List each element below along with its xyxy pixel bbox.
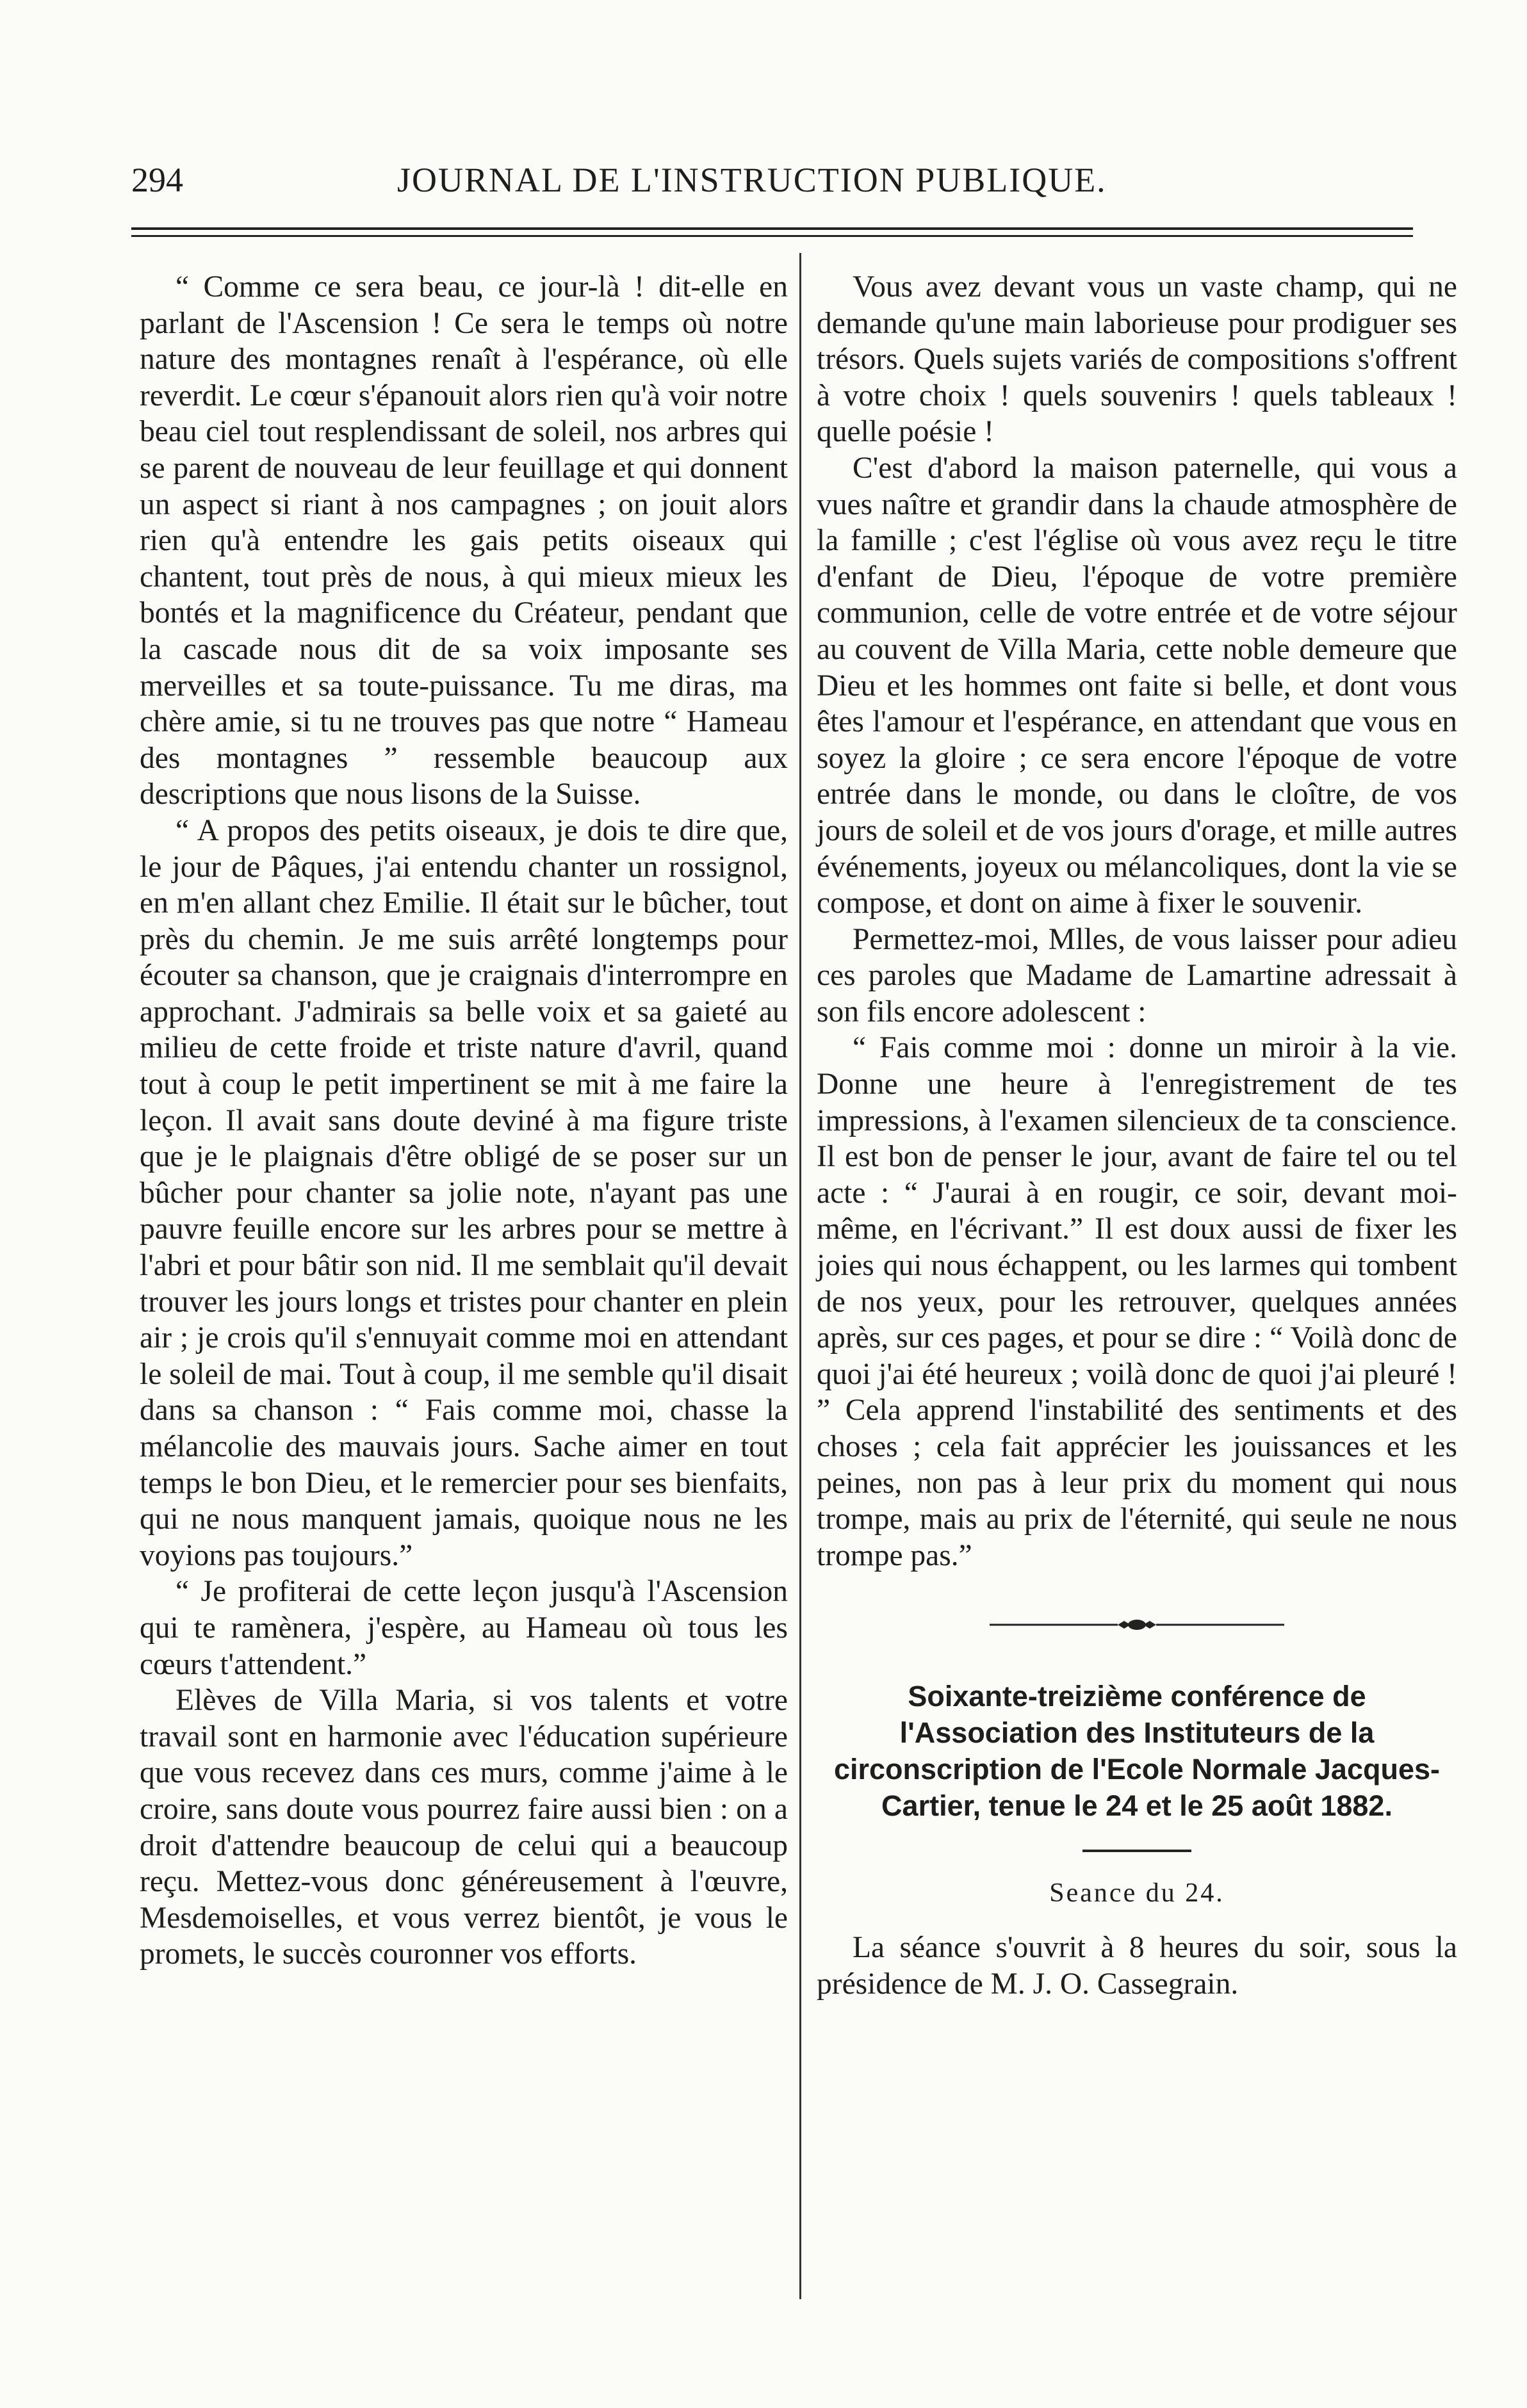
paragraph: C'est d'abord la maison paternelle, qui vous a vues naître et grandir dans la chaude atmosphère de la famille ; c'est l'église où vous avez reçu le titre d'enfant de Dieu, l'époque de votre première communion, celle de votre entrée et de votre séjour au couvent de Villa Maria, cette noble demeure que Dieu et les hommes ont faite si belle, et dont vous êtes l'amour et l'espérance, en attendant que vous en soyez la gloire ; ce sera encore l'époque de votre entrée dans le monde, ou dans le cloître, de vos jours de soleil et de vos jours d'orage, et mille autres événements, joyeux ou mélancoliques, dont la vie se compose, et dont on aime à fixer le souvenir. [817, 451, 1457, 920]
column-divider [799, 253, 801, 2299]
header-rule-thin [131, 235, 1413, 237]
paragraph: Vous avez devant vous un vaste champ, qui ne demande qu'une main laborieuse pour prodiguer ses trésors. Quels sujets variés de compositions s'offrent à votre choix ! quels souvenirs ! quels tableaux ! quelle poésie ! [817, 270, 1457, 449]
header-rule [131, 227, 1413, 230]
paragraph: “ Fais comme moi : donne un miroir à la vie. Donne une heure à l'enregistrement de tes impressions, à l'examen silencieux de ta conscience. Il est bon de penser le jour, avant de faire tel ou tel acte : “ J'aurai à en rougir, ce soir, devant moi-même, en l'écrivant.” Il est doux aussi de fixer les joies qui nous échappent, ou les larmes qui tombent de nos yeux, pour les retrouver, quelques années après, sur ces pages, et pour se dire : “ Voilà donc de quoi j'ai été heureux ; voilà donc de quoi j'ai pleuré ! ” Cela apprend l'instabilité des sentiments et des choses ; cela fait apprécier les jouissances et les peines, non pas à leur prix du moment qui nous trompe, mais au prix de l'éternité, qui seule ne nous trompe pas.” [817, 1031, 1457, 1572]
ornament-divider [817, 1612, 1457, 1642]
section-title: Soixante-treizième conférence de l'Association des Instituteurs de la circonscription de l'Ecole Normale Jacques-Cartier, tenue le 24 et le 25 août 1882. [833, 1680, 1440, 1823]
right-column [817, 269, 1457, 2002]
paragraph: “ Je profiterai de cette leçon jusqu'à l'Ascension qui te ramènera, j'espère, au Hameau où tous les cœurs t'attendent.” [140, 1575, 788, 1681]
left-column [140, 269, 788, 1973]
paragraph: Permettez-moi, Mlles, de vous laisser pour adieu ces paroles que Madame de Lamartine adressait à son fils encore adolescent : [817, 922, 1457, 1029]
paragraph: “ Comme ce sera beau, ce jour-là ! dit-elle en parlant de l'Ascension ! Ce sera le temps où notre nature des montagnes renaît à l'espérance, où elle reverdit. Le cœur s'épanouit alors rien qu'à voir notre beau ciel tout resplendissant de soleil, nos arbres qui se parent de nouveau de leur feuillage et qui donnent un aspect si riant à nos campagnes ; on jouit alors rien qu'à entendre les gais petits oiseaux qui chantent, tout près de nous, à qui mieux mieux les bontés et la magnificence du Créateur, pendant que la cascade nous dit de sa voix imposante ses merveilles et sa toute-puissance. Tu me diras, ma chère amie, si tu ne trouves pas que notre “ Hameau des montagnes ” ressemble beaucoup aux descriptions que nous lisons de la Suisse. [140, 270, 788, 811]
page-number: 294 [131, 161, 183, 199]
paragraph: Elèves de Villa Maria, si vos talents et votre travail sont en harmonie avec l'éducation supérieure que vous recevez dans ces murs, comme j'aime à le croire, sans doute vous pourrez faire aussi bien : on a droit d'attendre beaucoup de celui qui a beaucoup reçu. Mettez-vous donc généreusement à l'œuvre, Mesdemoiselles, et vous verrez bientôt, je vous le promets, le succès couronner vos efforts. [140, 1684, 788, 1971]
paragraph: La séance s'ouvrit à 8 heures du soir, sous la présidence de M. J. O. Cassegrain. [817, 1930, 1457, 2001]
short-rule [1082, 1850, 1191, 1852]
paragraph: “ A propos des petits oiseaux, je dois te dire que, le jour de Pâques, j'ai entendu chanter un rossignol, en m'en allant chez Emilie. Il était sur le bûcher, tout près du chemin. Je me suis arrêté longtemps pour écouter sa chanson, que je craignais d'interrompre en approchant. J'admirais sa belle voix et sa gaieté au milieu de cette froide et triste nature d'avril, quand tout à coup le petit impertinent se mit à me faire la leçon. Il avait sans doute deviné à ma figure triste que je le plaignais d'être obligé de se poser sur un bûcher pour chanter sa jolie note, n'ayant pas une pauvre feuille encore sur les arbres pour se mettre à l'abri et pour bâtir son nid. Il me semblait qu'il devait trouver les jours longs et tristes pour chanter en plein air ; je crois qu'il s'ennuyait comme moi en attendant le soleil de mai. Tout à coup, il me semble qu'il disait dans sa chanson : “ Fais comme moi, chasse la mélancolie des mauvais jours. Sache aimer en tout temps le bon Dieu, et le remercier pour ses bienfaits, qui ne nous manquent jamais, quoique nous ne les voyions pas toujours.” [140, 813, 788, 1572]
running-title: JOURNAL DE L'INSTRUCTION PUBLIQUE. [397, 161, 1107, 199]
ornament-icon [990, 1612, 1284, 1638]
subheading: Seance du 24. [1049, 1878, 1225, 1908]
